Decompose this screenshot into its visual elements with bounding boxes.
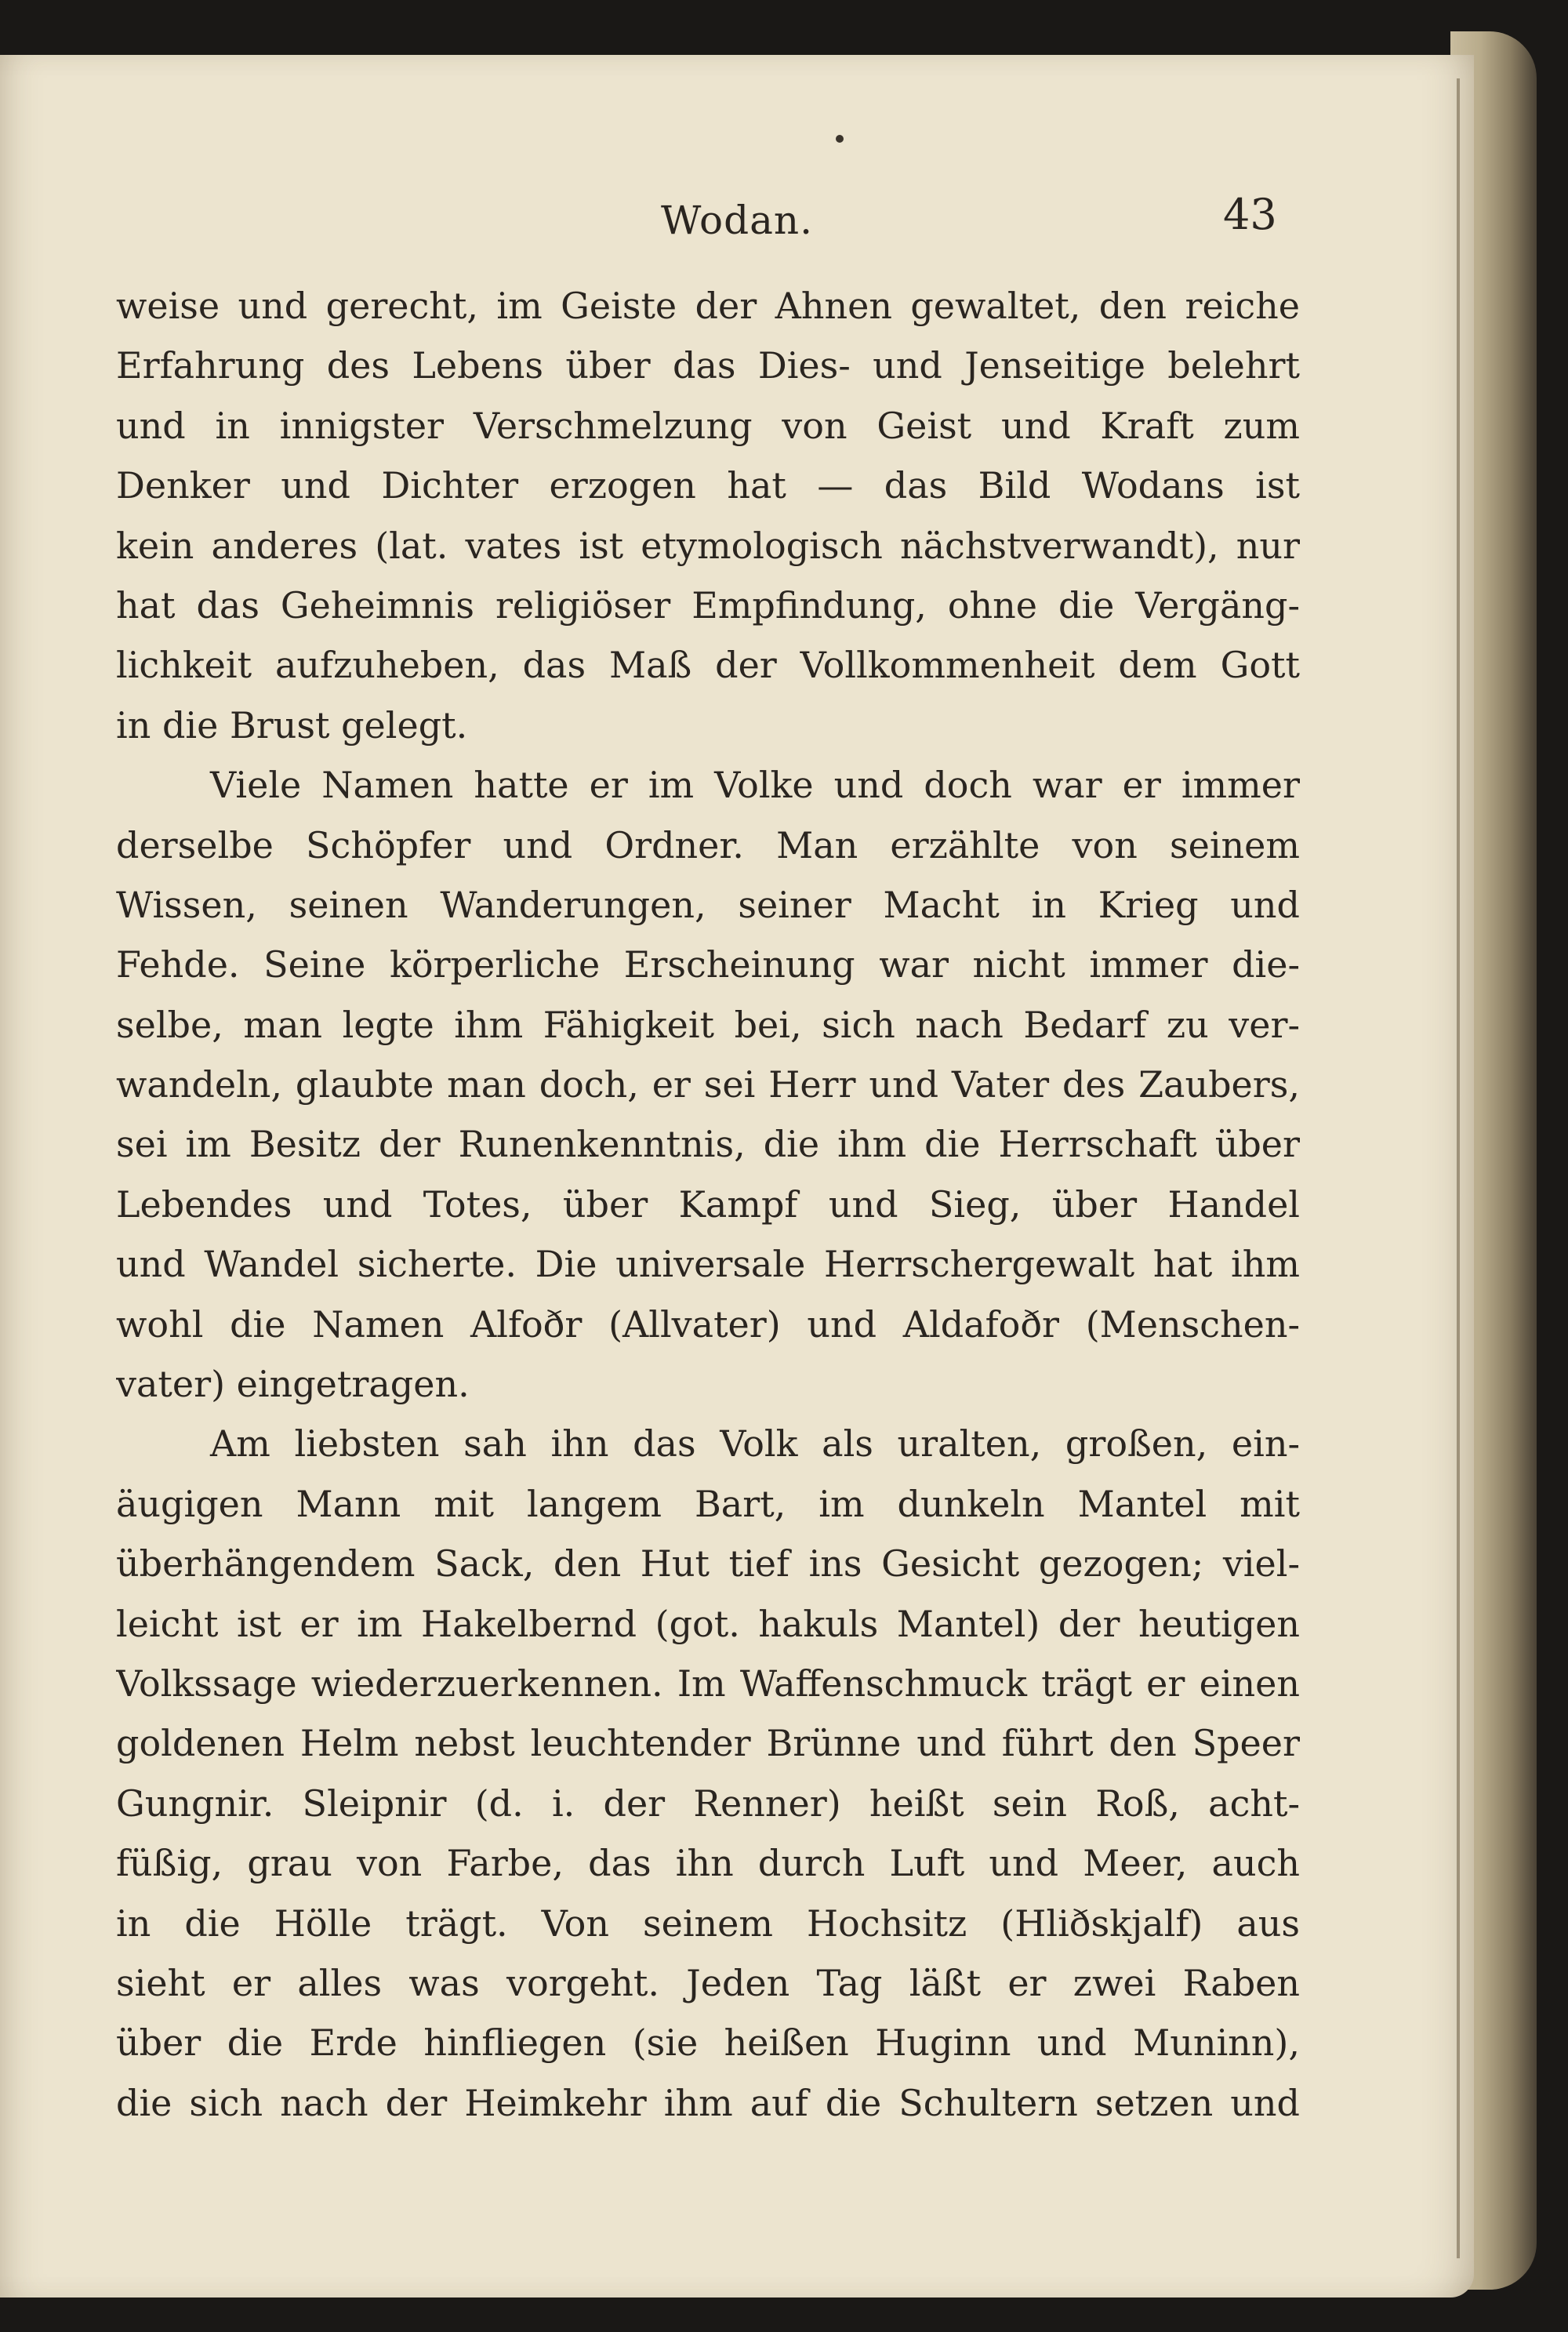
text-line: hat das Geheimnis religiöser Empfindung, ohne die Vergäng- (116, 583, 1300, 627)
text-line: füßig, grau von Farbe, das ihn durch Luft und Meer, auch (116, 1842, 1300, 1885)
text-line: Denker und Dichter erzogen hat — das Bild Wodans ist (116, 464, 1300, 507)
text-line: Am liebsten sah ihn das Volk als uralten, großen, ein- (210, 1422, 1300, 1466)
text-line: Fehde. Seine körperliche Erscheinung war nicht immer die- (116, 943, 1300, 986)
text-line: die sich nach der Heimkehr ihm auf die Schultern setzen und (116, 2081, 1300, 2124)
text-line: überhängendem Sack, den Hut tief ins Gesicht gezogen; viel- (116, 1542, 1300, 1586)
text-line: in die Hölle trägt. Von seinem Hochsitz (Hliðskjalf) aus (116, 1902, 1300, 1945)
text-line: wandeln, glaubte man doch, er sei Herr und Vater des Zaubers, (116, 1063, 1300, 1106)
text-line: Viele Namen hatte er im Volke und doch war er immer (210, 764, 1300, 807)
text-line: Wissen, seinen Wanderungen, seiner Macht in Krieg und (116, 883, 1300, 926)
text-line: leicht ist er im Hakelbernd (got. hakuls Mantel) der heutigen (116, 1602, 1300, 1645)
running-title: Wodan. (660, 198, 813, 243)
text-line: Erfahrung des Lebens über das Dies- und Jenseitige belehrt (116, 344, 1300, 387)
text-line: vater) eingetragen. (116, 1363, 470, 1406)
running-head (0, 190, 1474, 252)
text-line: goldenen Helm nebst leuchtender Brünne und führt den Speer (116, 1722, 1300, 1765)
text-line: weise und gerecht, im Geiste der Ahnen gewaltet, den reiche (116, 285, 1300, 327)
text-line: wohl die Namen Alfoðr (Allvater) und Aldafoðr (Menschen- (116, 1302, 1300, 1346)
text-line: Volkssage wiederzuerkennen. Im Waffenschmuck trägt er einen (116, 1662, 1300, 1705)
text-line: über die Erde hinfliegen (sie heißen Huginn und Muninn), (116, 2021, 1300, 2065)
text-line: und Wandel sicherte. Die universale Herrschergewalt hat ihm (116, 1243, 1300, 1286)
text-line: sieht er alles was vorgeht. Jeden Tag läßt er zwei Raben (116, 1961, 1300, 2004)
text-line: in die Brust gelegt. (116, 703, 468, 746)
text-line: äugigen Mann mit langem Bart, im dunkeln Mantel mit (116, 1482, 1300, 1525)
page-number: 43 (1223, 190, 1277, 239)
text-line: selbe, man legte ihm Fähigkeit bei, sich nach Bedarf zu ver- (116, 1003, 1300, 1046)
ink-dot (836, 135, 844, 143)
text-line: Gungnir. Sleipnir (d. i. der Renner) heißt sein Roß, acht- (116, 1782, 1300, 1825)
page-edge-line (1457, 78, 1460, 2258)
text-line: derselbe Schöpfer und Ordner. Man erzählte von seinem (116, 823, 1300, 866)
text-line: Lebendes und Totes, über Kampf und Sieg, über Handel (116, 1182, 1300, 1226)
text-line: sei im Besitz der Runenkenntnis, die ihm die Herrschaft über (116, 1123, 1300, 1166)
text-line: kein anderes (lat. vates ist etymologisch nächstverwandt), nur (116, 524, 1300, 567)
text-line: lichkeit aufzuheben, das Maß der Vollkommenheit dem Gott (116, 644, 1300, 687)
text-line: und in innigster Verschmelzung von Geist und Kraft zum (116, 404, 1300, 447)
body-text (116, 276, 1300, 2133)
